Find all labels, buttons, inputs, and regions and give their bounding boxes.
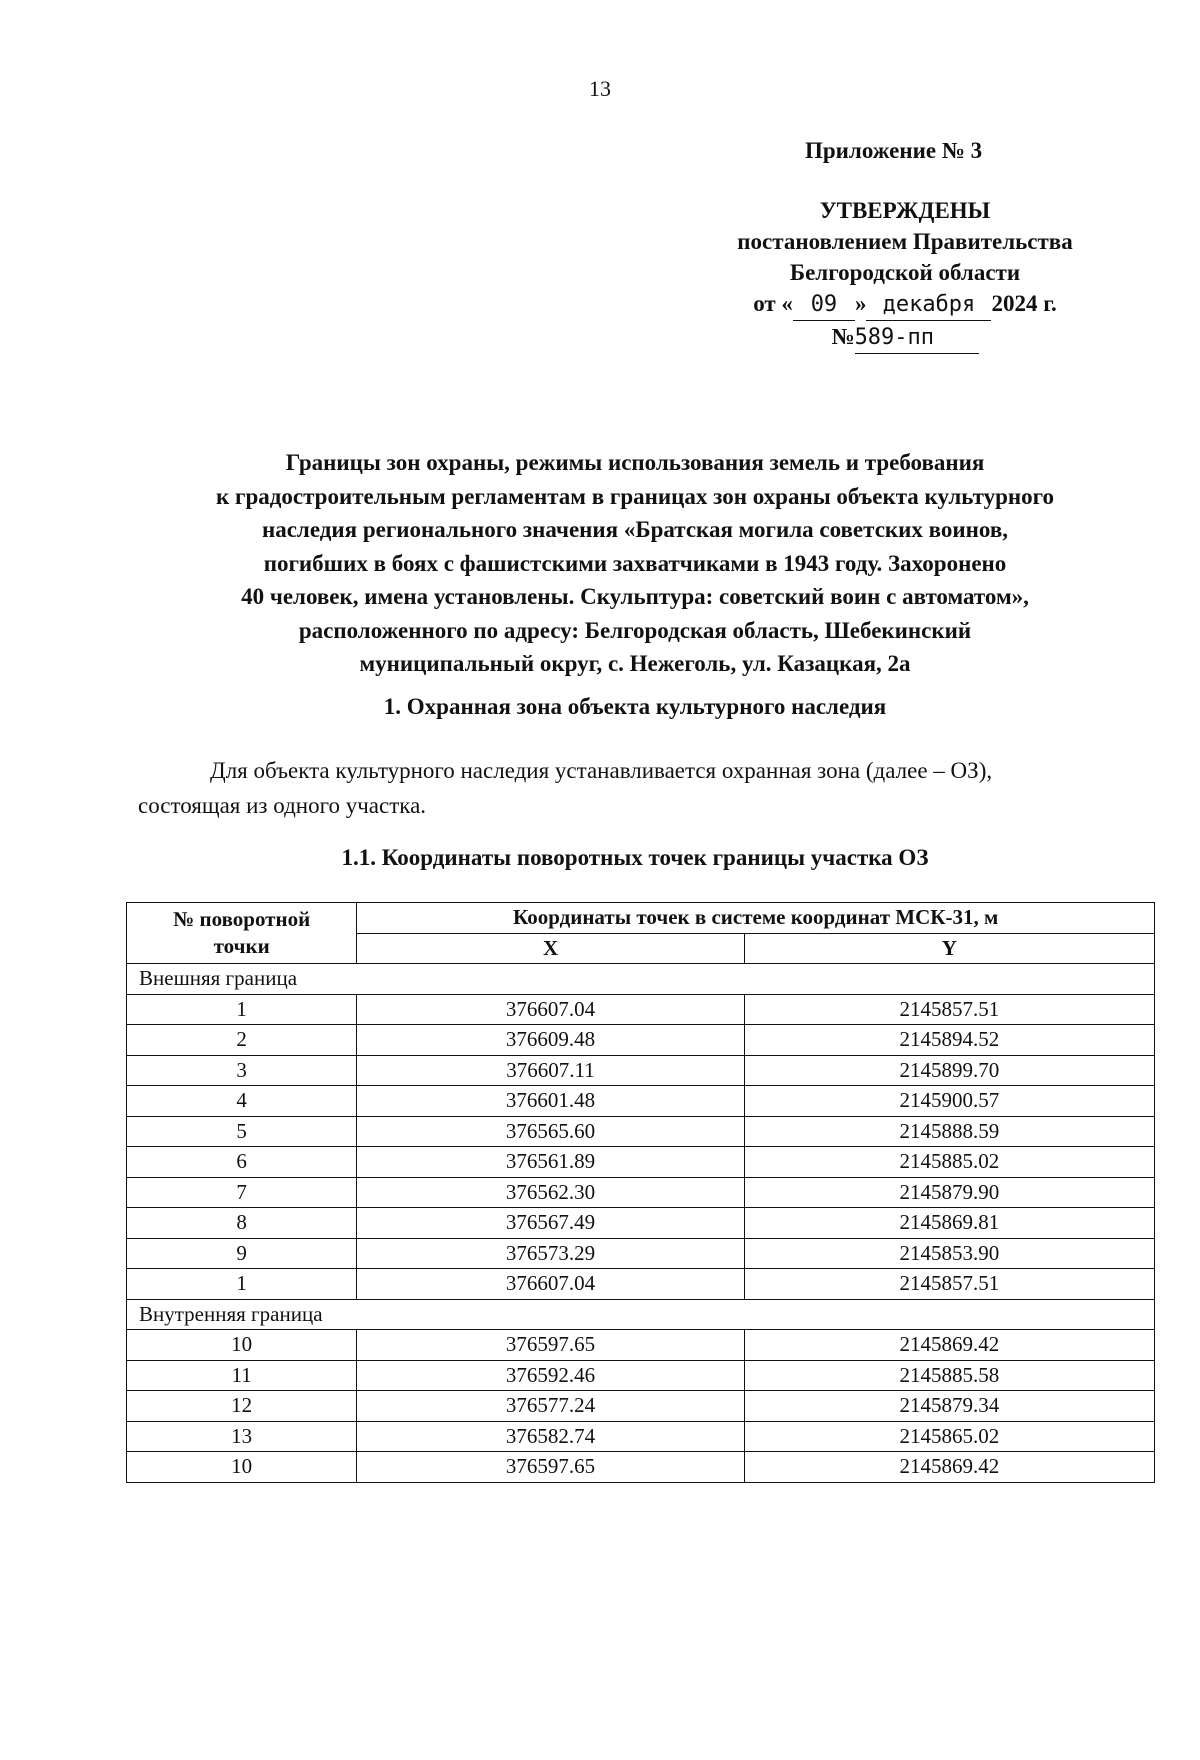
y-cell: 2145885.58	[744, 1360, 1154, 1391]
table-row	[127, 1055, 1155, 1086]
point-number-cell: 11	[127, 1360, 357, 1391]
point-number-cell: 12	[127, 1391, 357, 1422]
table-row	[127, 1269, 1155, 1300]
title-line: погибших в боях с фашистскими захватчиками в 1943 году. Захоронено	[263, 550, 1007, 576]
title-line: Границы зон охраны, режимы использования земель и требования	[285, 450, 985, 475]
date-day-handwritten: 09	[793, 289, 855, 321]
paragraph-line	[138, 753, 1138, 788]
point-number-cell: 10	[127, 1330, 357, 1361]
point-number-cell: 5	[127, 1116, 357, 1147]
group-row	[127, 964, 1155, 995]
group-label: Внутренняя граница	[127, 1299, 1155, 1330]
x-cell: 376573.29	[357, 1238, 744, 1269]
approval-date	[705, 288, 1105, 321]
y-cell: 2145857.51	[744, 1269, 1154, 1300]
approval-number	[705, 321, 1105, 354]
header-point-line-2: точки	[213, 934, 270, 958]
table-row	[127, 1360, 1155, 1391]
title-line: муниципальный округ, с. Нежеголь, ул. Казацкая, 2а	[359, 651, 911, 676]
x-cell: 376592.46	[357, 1360, 744, 1391]
x-cell: 376601.48	[357, 1086, 744, 1117]
x-cell: 376597.65	[357, 1330, 744, 1361]
table-row	[127, 1208, 1155, 1239]
y-cell: 2145900.57	[744, 1086, 1154, 1117]
table-body	[127, 964, 1155, 1483]
table-row	[127, 1238, 1155, 1269]
point-number-cell: 1	[127, 994, 357, 1025]
y-cell: 2145894.52	[744, 1025, 1154, 1056]
x-cell: 376562.30	[357, 1177, 744, 1208]
table-row	[127, 1116, 1155, 1147]
header-x: X	[357, 933, 744, 964]
table-heading: 1.1. Координаты поворотных точек границы участка ОЗ	[341, 845, 929, 870]
point-number-cell: 9	[127, 1238, 357, 1269]
table-row	[127, 1086, 1155, 1117]
y-cell: 2145869.42	[744, 1330, 1154, 1361]
table-row	[127, 1421, 1155, 1452]
y-cell: 2145888.59	[744, 1116, 1154, 1147]
document-title	[130, 446, 1140, 681]
y-cell: 2145879.90	[744, 1177, 1154, 1208]
approval-line-1: постановлением Правительства	[737, 229, 1073, 254]
section-paragraph	[138, 753, 1138, 823]
date-year: 2024 г.	[991, 291, 1057, 316]
date-prefix: от «	[753, 291, 793, 316]
table-row	[127, 1452, 1155, 1483]
title-line: наследия регионального значения «Братская могила советских воинов,	[261, 517, 1009, 542]
paragraph-text: Для объекта культурного наследия устанавливается охранная зона (далее – ОЗ),	[210, 758, 993, 783]
group-row	[127, 1299, 1155, 1330]
date-month-handwritten: декабря	[866, 289, 991, 321]
section-heading: 1. Охранная зона объекта культурного наследия	[383, 694, 887, 719]
point-number-cell: 1	[127, 1269, 357, 1300]
point-number-cell: 7	[127, 1177, 357, 1208]
date-mid: »	[854, 291, 867, 316]
point-number-cell: 6	[127, 1147, 357, 1178]
y-cell: 2145865.02	[744, 1421, 1154, 1452]
point-number-cell: 10	[127, 1452, 357, 1483]
x-cell: 376582.74	[357, 1421, 744, 1452]
y-cell: 2145885.02	[744, 1147, 1154, 1178]
approval-line-2: Белгородской области	[789, 260, 1021, 285]
point-number-cell: 2	[127, 1025, 357, 1056]
point-number-cell: 8	[127, 1208, 357, 1239]
header-point-line-1: № поворотной	[173, 907, 311, 931]
table-row	[127, 1330, 1155, 1361]
paragraph-line: состоящая из одного участка.	[138, 793, 427, 818]
y-cell: 2145869.42	[744, 1452, 1154, 1483]
number-prefix: №	[831, 324, 855, 349]
x-cell: 376565.60	[357, 1116, 744, 1147]
table-row	[127, 1147, 1155, 1178]
group-label: Внешняя граница	[127, 964, 1155, 995]
y-cell: 2145869.81	[744, 1208, 1154, 1239]
approval-heading: УТВЕРЖДЕНЫ	[819, 198, 991, 223]
x-cell: 376607.04	[357, 1269, 744, 1300]
point-number-cell: 4	[127, 1086, 357, 1117]
y-cell: 2145899.70	[744, 1055, 1154, 1086]
table-row	[127, 994, 1155, 1025]
x-cell: 376567.49	[357, 1208, 744, 1239]
coordinates-table	[126, 902, 1155, 1483]
table-row	[127, 1177, 1155, 1208]
x-cell: 376561.89	[357, 1147, 744, 1178]
appendix-title: Приложение № 3	[805, 138, 983, 163]
number-handwritten: 589-пп	[855, 322, 979, 354]
x-cell: 376607.04	[357, 994, 744, 1025]
title-line: 40 человек, имена установлены. Скульптура: советский воин с автоматом»,	[241, 584, 1029, 609]
point-number-cell: 13	[127, 1421, 357, 1452]
y-cell: 2145857.51	[744, 994, 1154, 1025]
title-line: расположенного по адресу: Белгородская область, Шебекинский	[298, 617, 972, 643]
table-row	[127, 1025, 1155, 1056]
approval-block	[705, 195, 1105, 354]
header-point-number	[127, 903, 357, 964]
x-cell: 376577.24	[357, 1391, 744, 1422]
header-y: Y	[744, 933, 1154, 964]
y-cell: 2145879.34	[744, 1391, 1154, 1422]
x-cell: 376609.48	[357, 1025, 744, 1056]
header-coordinates: Координаты точек в системе координат МСК-31, м	[357, 903, 1155, 934]
point-number-cell: 3	[127, 1055, 357, 1086]
x-cell: 376597.65	[357, 1452, 744, 1483]
table-row	[127, 1391, 1155, 1422]
y-cell: 2145853.90	[744, 1238, 1154, 1269]
x-cell: 376607.11	[357, 1055, 744, 1086]
title-line: к градостроительным регламентам в границах зон охраны объекта культурного	[216, 483, 1054, 509]
page-number: 13	[589, 76, 611, 101]
